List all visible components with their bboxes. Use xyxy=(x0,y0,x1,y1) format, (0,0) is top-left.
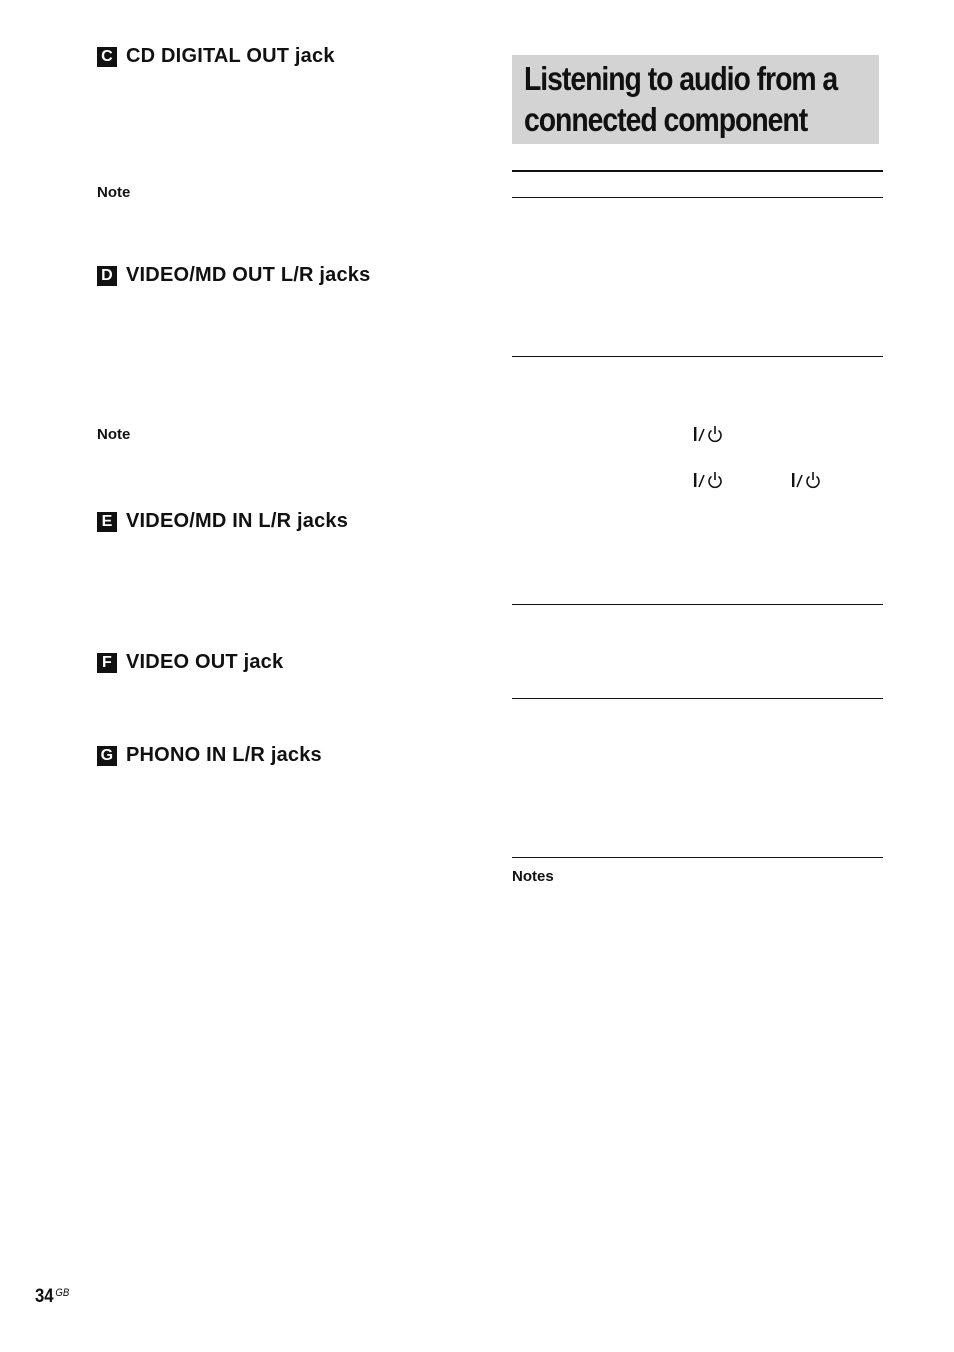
section-rule xyxy=(512,857,883,858)
chapter-title-line-1: Listening to audio from a xyxy=(524,60,838,97)
section-letter-badge: D xyxy=(97,266,117,286)
page-number-value: 34 xyxy=(35,1286,54,1307)
section-rule xyxy=(512,698,883,699)
note-label: Note xyxy=(97,184,131,201)
chapter-title-line-2: connected component xyxy=(524,101,808,138)
section-title: VIDEO/MD IN L/R jacks xyxy=(126,510,349,532)
chapter-title xyxy=(524,58,868,140)
section-heading-phono-in xyxy=(97,744,322,767)
section-heading-cd-digital-out xyxy=(97,45,335,68)
page-number xyxy=(35,1286,69,1308)
section-heading-video-md-out xyxy=(97,264,370,287)
note-label: Note xyxy=(97,426,131,443)
section-rule xyxy=(512,197,883,198)
section-rule xyxy=(512,604,883,605)
section-title: VIDEO OUT jack xyxy=(126,651,284,673)
chapter-title-box xyxy=(512,55,879,144)
power-standby-icon xyxy=(791,470,823,490)
section-letter-badge: F xyxy=(97,653,117,673)
section-letter-badge: E xyxy=(97,512,117,532)
notes-label: Notes xyxy=(512,868,554,885)
page-region-code: GB xyxy=(55,1287,70,1299)
section-letter-badge: C xyxy=(97,47,117,67)
section-heading-video-out xyxy=(97,651,283,674)
section-rule xyxy=(512,170,883,172)
section-title: CD DIGITAL OUT jack xyxy=(126,45,335,67)
section-heading-video-md-in xyxy=(97,510,348,533)
section-rule xyxy=(512,356,883,357)
section-title: VIDEO/MD OUT L/R jacks xyxy=(126,264,371,286)
power-standby-icon xyxy=(693,424,725,444)
section-title: PHONO IN L/R jacks xyxy=(126,744,322,766)
power-standby-icon xyxy=(693,470,725,490)
section-letter-badge: G xyxy=(97,746,117,766)
